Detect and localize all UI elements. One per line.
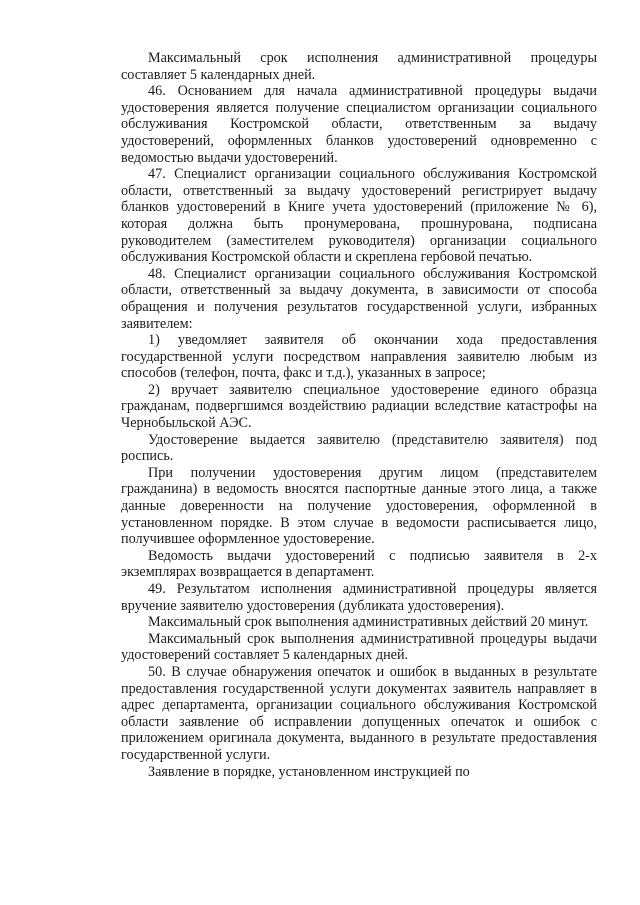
paragraph-48-item-1: 1) уведомляет заявителя об окончании хода предоставления государственной услуги посредством направления заявителю любым из способов (телефон, почта, факс и т.д.), указанных в запросе; [121,332,597,382]
paragraph-47: 47. Специалист организации социального обслуживания Костромской области, ответственный за выдачу удостоверений регистрирует выдачу бланков удостоверений в Книге учета удостоверений (приложение № 6), которая должна быть пронумерована, прошнурована, подписана руководителем (заместителем руководителя) организации социального обслуживания Костромской области и скреплена гербовой печатью. [121,166,597,266]
paragraph-application: Заявление в порядке, установленном инструкцией по [148,763,470,780]
paragraph-max-term-3: Максимальный срок выполнения административной процедуры выдачи удостоверений составляет 5 календарных дней. [121,630,597,664]
paragraph-max-term-1: Максимальный срок исполнения административной процедуры составляет 5 календарных дней. [121,50,597,83]
paragraph-46: 46. Основанием для начала административной процедуры выдачи удостоверения является получение специалистом организации социального обслуживания Костромской области, ответственным за выдачу удостоверений, оформленных бланков удостоверений одновременно с ведомостью выдачи удостоверений. [121,83,597,166]
paragraph-signature: Удостоверение выдается заявителю (представителю заявителя) под роспись. [121,431,597,465]
paragraph-48: 48. Специалист организации социального обслуживания Костромской области, ответственный за выдачу документа, в зависимости от способа обращения и получения результатов государственной услуги, избранных заявителем: [121,265,597,332]
paragraph-50: 50. В случае обнаружения опечаток и ошибок в выданных в результате предоставления государственной услуги документах заявитель направляет в адрес департамента, организации социального обслуживания Костромской области заявление об исправлении допущенных опечаток и ошибок с приложением оригинала документа, выданного в результате предоставления государственной услуги. [121,663,597,763]
paragraph-max-term-2: Максимальный срок выполнения административных действий 20 минут. [148,614,589,631]
paragraph-49: 49. Результатом исполнения административной процедуры является вручение заявителю удостоверения (дубликата удостоверения). [121,581,597,614]
paragraph-48-item-2: 2) вручает заявителю специальное удостоверение единого образца гражданам, подвергшимся воздействию радиации вследствие катастрофы на Чернобыльской АЭС. [121,381,597,432]
paragraph-register: Ведомость выдачи удостоверений с подписью заявителя в 2-х экземплярах возвращается в департамент. [121,547,597,581]
document-body [121,50,597,780]
paragraph-proxy: При получении удостоверения другим лицом (представителем гражданина) в ведомость вносятся паспортные данные этого лица, а также данные доверенности на получение удостоверения, оформленной в установленном порядке. В этом случае в ведомости расписывается лицо, получившее оформленное удостоверение. [121,464,597,548]
